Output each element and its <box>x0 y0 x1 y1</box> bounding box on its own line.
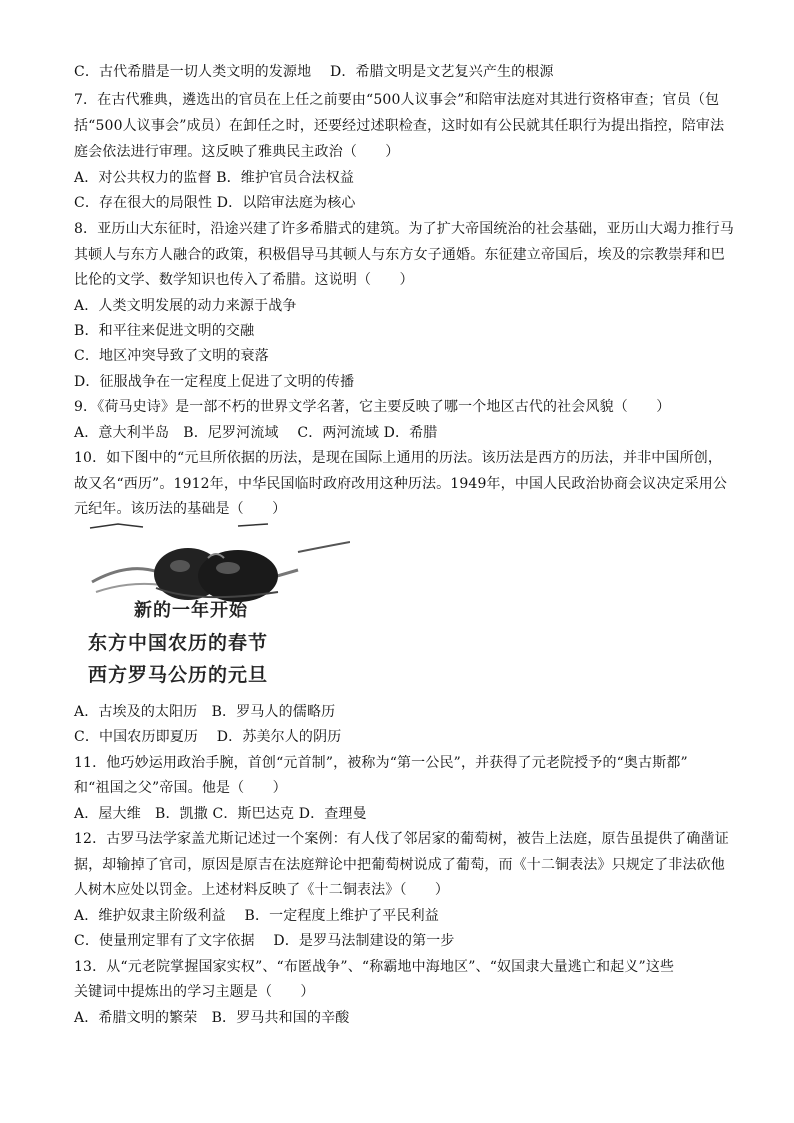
option-line-c-d-q6: C．古代希腊是一切人类文明的发源地 D．希腊文明是文艺复兴产生的根源 <box>74 64 554 80</box>
question-12-text-3: 人树木应处以罚金。上述材料反映了《十二铜表法》（ ） <box>74 882 450 898</box>
question-13-text-1: 13．从“元老院掌握国家实权”、“布匿战争”、“称霸地中海地区”、“奴国隶大量逃亡和起义”这些 <box>74 959 675 975</box>
question-8-text-2: 其顿人与东方人融合的政策，积极倡导马其顿人与东方女子通婚。东征建立帝国后，埃及的宗教崇拜和巴 <box>74 247 725 263</box>
question-9-text: 9．《荷马史诗》是一部不朽的世界文学名著，它主要反映了哪一个地区古代的社会风貌（ ） <box>74 399 671 415</box>
question-8-text-3: 比伦的文学、数学知识也传入了希腊。这说明（ ） <box>74 272 414 288</box>
question-13-options-ab: A．希腊文明的繁荣 B．罗马共和国的辛酸 <box>74 1010 350 1026</box>
question-8-option-a: A．人类文明发展的动力来源于战争 <box>74 298 297 314</box>
question-8-option-c: C．地区冲突导致了文明的衰落 <box>74 348 269 364</box>
question-12-text-1: 12．古罗马法学家盖尤斯记述过一个案例：有人伐了邻居家的葡萄树，被告上法庭，原告虽提供了确凿证 <box>74 831 729 847</box>
question-8-option-d: D．征服战争在一定程度上促进了文明的传播 <box>74 374 355 390</box>
figure-caption-spring-festival: 东方中国农历的春节 <box>88 632 269 654</box>
question-7-text-2: 括“500人议事会”成员）在卸任之时，还要经过述职检查，这时如有公民就其任职行为提出指控，陪审法 <box>74 118 725 134</box>
question-10-text-2: 故又名“西历”。1912年，中华民国临时政府改用这种历法。1949年，中国人民政治协商会议决定采用公 <box>74 476 728 492</box>
question-9-options: A．意大利半岛 B．尼罗河流域 C．两河流域 D．希腊 <box>74 425 438 441</box>
question-10-text-1: 10．如下图中的“元旦所依据的历法，是现在国际上通用的历法。该历法是西方的历法，并非中国所创， <box>74 450 723 466</box>
question-10-text-3: 元纪年。该历法的基础是（ ） <box>74 501 287 517</box>
question-8-option-b: B．和平往来促进文明的交融 <box>74 323 255 339</box>
question-11-text-1: 11．他巧妙运用政治手腕，首创“元首制”，被称为“第一公民”，并获得了元老院授予的“奥古斯都” <box>74 755 688 771</box>
question-12-options-ab: A．维护奴隶主阶级利益 B．一定程度上维护了平民利益 <box>74 908 439 924</box>
question-12-text-2: 据，却输掉了官司，原因是原吉在法庭辩论中把葡萄树说成了葡萄，而《十二铜表法》只规定了非法砍他 <box>74 857 725 873</box>
question-8-text-1: 8．亚历山大东征时，沿途兴建了许多希腊式的建筑。为了扩大帝国统治的社会基础，亚历山大竭力推行马 <box>74 221 734 237</box>
question-11-text-2: 和“祖国之父”帝国。他是（ ） <box>74 780 287 796</box>
calendar-new-year-figure <box>88 522 350 692</box>
question-12-options-cd: C．使量刑定罪有了文字依据 D．是罗马法制建设的第一步 <box>74 933 455 949</box>
question-7-options-ab: A．对公共权力的监督 B．维护官员合法权益 <box>74 170 354 186</box>
figure-caption-new-years-day: 西方罗马公历的元旦 <box>88 664 269 686</box>
question-11-options: A．屋大维 B．凯撒 C．斯巴达克 D．查理曼 <box>74 806 367 822</box>
question-10-options-cd: C．中国农历即夏历 D．苏美尔人的阴历 <box>74 729 342 745</box>
question-7-text-3: 庭会依法进行审理。这反映了雅典民主政治（ ） <box>74 144 400 160</box>
question-7-options-cd: C．存在很大的局限性 D．以陪审法庭为核心 <box>74 195 356 211</box>
question-7-text-1: 7．在古代雅典，遴选出的官员在上任之前要由“500人议事会”和陪审法庭对其进行资格审查；官员（包 <box>74 92 720 108</box>
question-10-options-ab: A．古埃及的太阳历 B．罗马人的儒略历 <box>74 704 336 720</box>
question-13-text-2: 关键词中提炼出的学习主题是（ ） <box>74 984 315 1000</box>
figure-caption-new-year: 新的一年开始 <box>134 600 248 621</box>
